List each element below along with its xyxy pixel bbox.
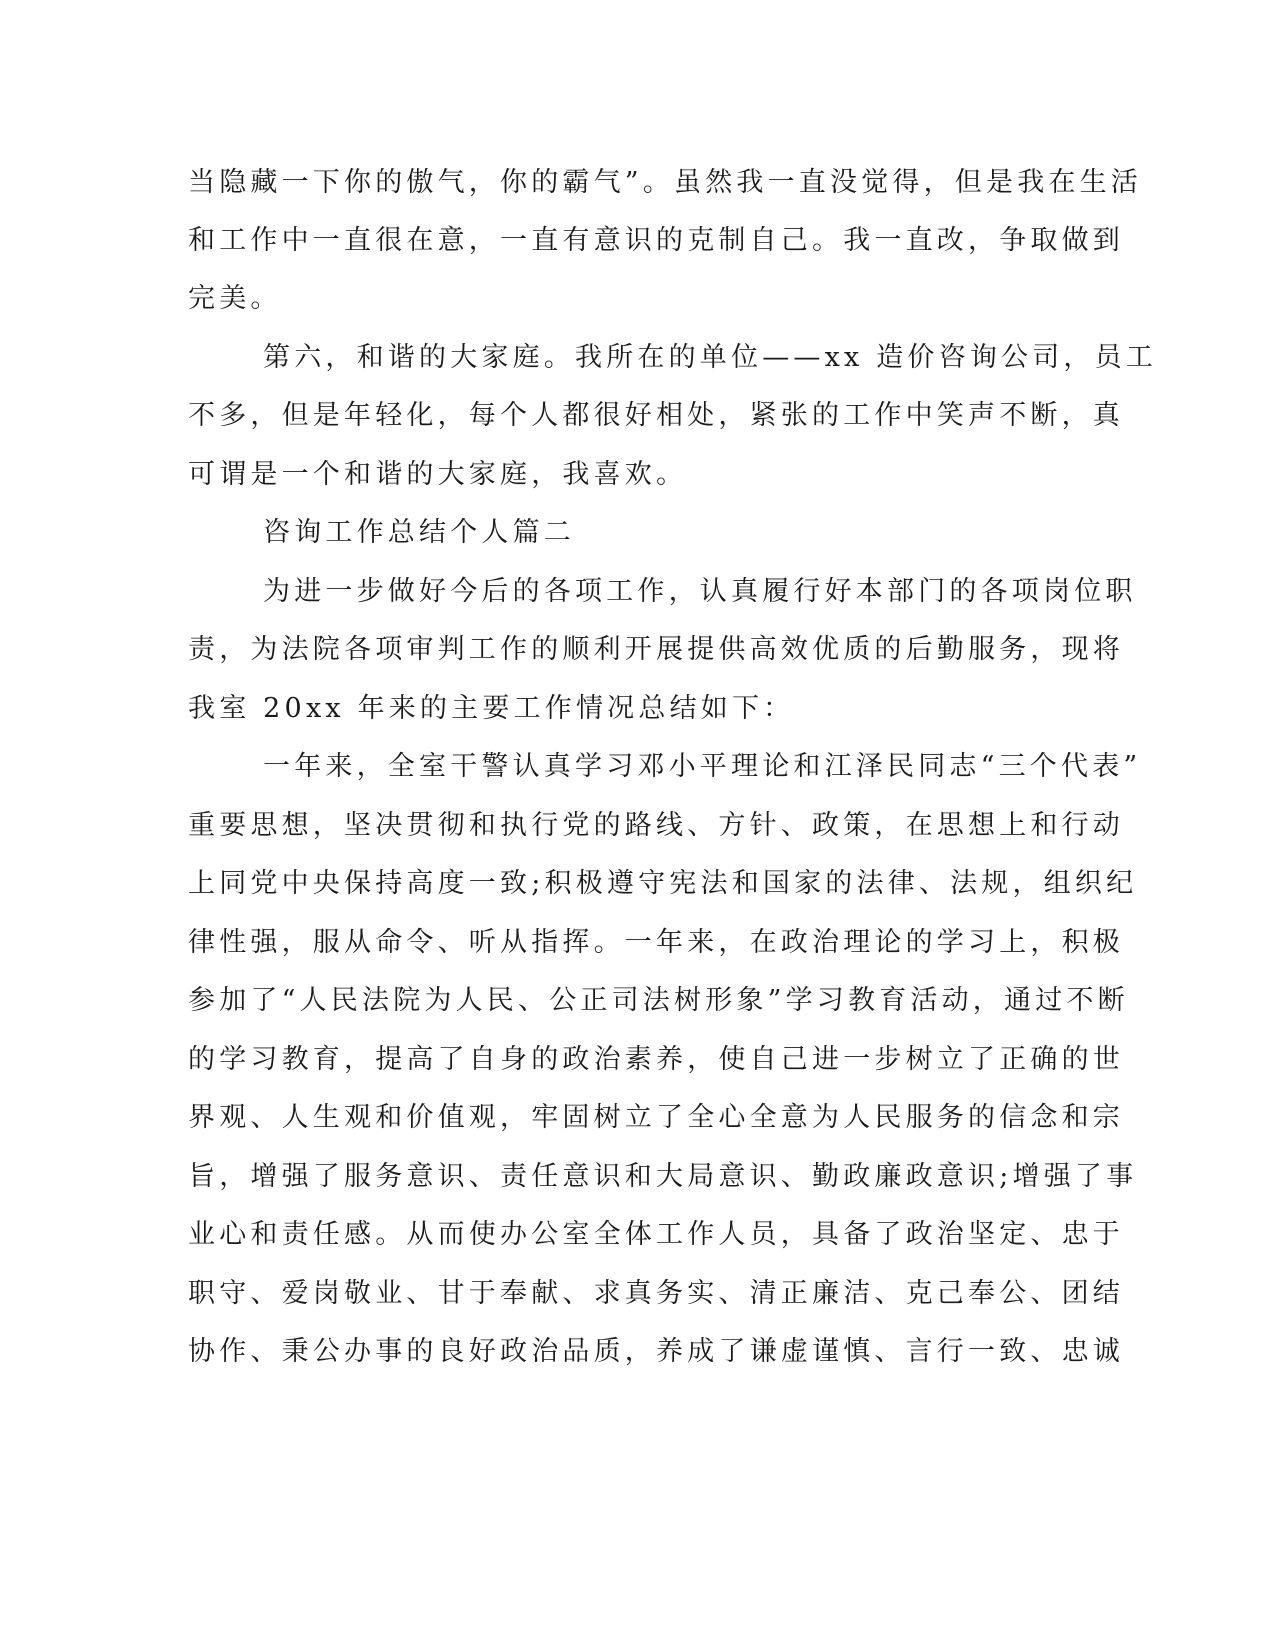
- paragraph-first-line: 第六，和谐的大家庭。我所在的单位——xx 造价咨询公司，员工: [263, 342, 1158, 373]
- paragraph-first-line: 一年来，全室干警认真学习邓小平理论和江泽民同志“三个代表”: [263, 751, 1142, 782]
- text-line: 责，为法院各项审判工作的顺利开展提供高效优质的后勤服务，现将: [188, 634, 1124, 665]
- text-line: 职守、爱岗敬业、甘于奉献、求真务实、清正廉洁、克己奉公、团结: [188, 1278, 1124, 1309]
- text-line: 协作、秉公办事的良好政治品质，养成了谦虚谨慎、言行一致、忠诚: [188, 1336, 1124, 1367]
- text-line: 参加了“人民法院为人民、公正司法树形象”学习教育活动，通过不断: [188, 985, 1129, 1016]
- section-heading: 咨询工作总结个人篇二: [263, 517, 575, 548]
- text-line: 和工作中一直很在意，一直有意识的克制自己。我一直改，争取做到: [188, 225, 1124, 256]
- text-line: 当隐藏一下你的傲气，你的霸气”。虽然我一直没觉得，但是我在生活: [188, 167, 1143, 198]
- text-line: 业心和责任感。从而使办公室全体工作人员，具备了政治坚定、忠于: [188, 1219, 1124, 1250]
- text-line: 上同党中央保持高度一致;积极遵守宪法和国家的法律、法规，组织纪: [188, 868, 1138, 899]
- text-line: 旨，增强了服务意识、责任意识和大局意识、勤政廉政意识;增强了事: [188, 1161, 1138, 1192]
- text-line: 不多，但是年轻化，每个人都很好相处，紧张的工作中笑声不断，真: [188, 400, 1124, 431]
- text-line: 我室 20xx 年来的主要工作情况总结如下：: [188, 693, 795, 724]
- text-line: 完美。: [188, 283, 282, 314]
- text-line: 律性强，服从命令、听从指挥。一年来，在政治理论的学习上，积极: [188, 927, 1124, 958]
- text-line: 可谓是一个和谐的大家庭，我喜欢。: [188, 459, 688, 490]
- text-line: 的学习教育，提高了自身的政治素养，使自己进一步树立了正确的世: [188, 1044, 1124, 1075]
- text-line: 重要思想，坚决贯彻和执行党的路线、方针、政策，在思想上和行动: [188, 810, 1124, 841]
- text-line: 界观、人生观和价值观，牢固树立了全心全意为人民服务的信念和宗: [188, 1102, 1124, 1133]
- paragraph-first-line: 为进一步做好今后的各项工作，认真履行好本部门的各项岗位职: [263, 576, 1137, 607]
